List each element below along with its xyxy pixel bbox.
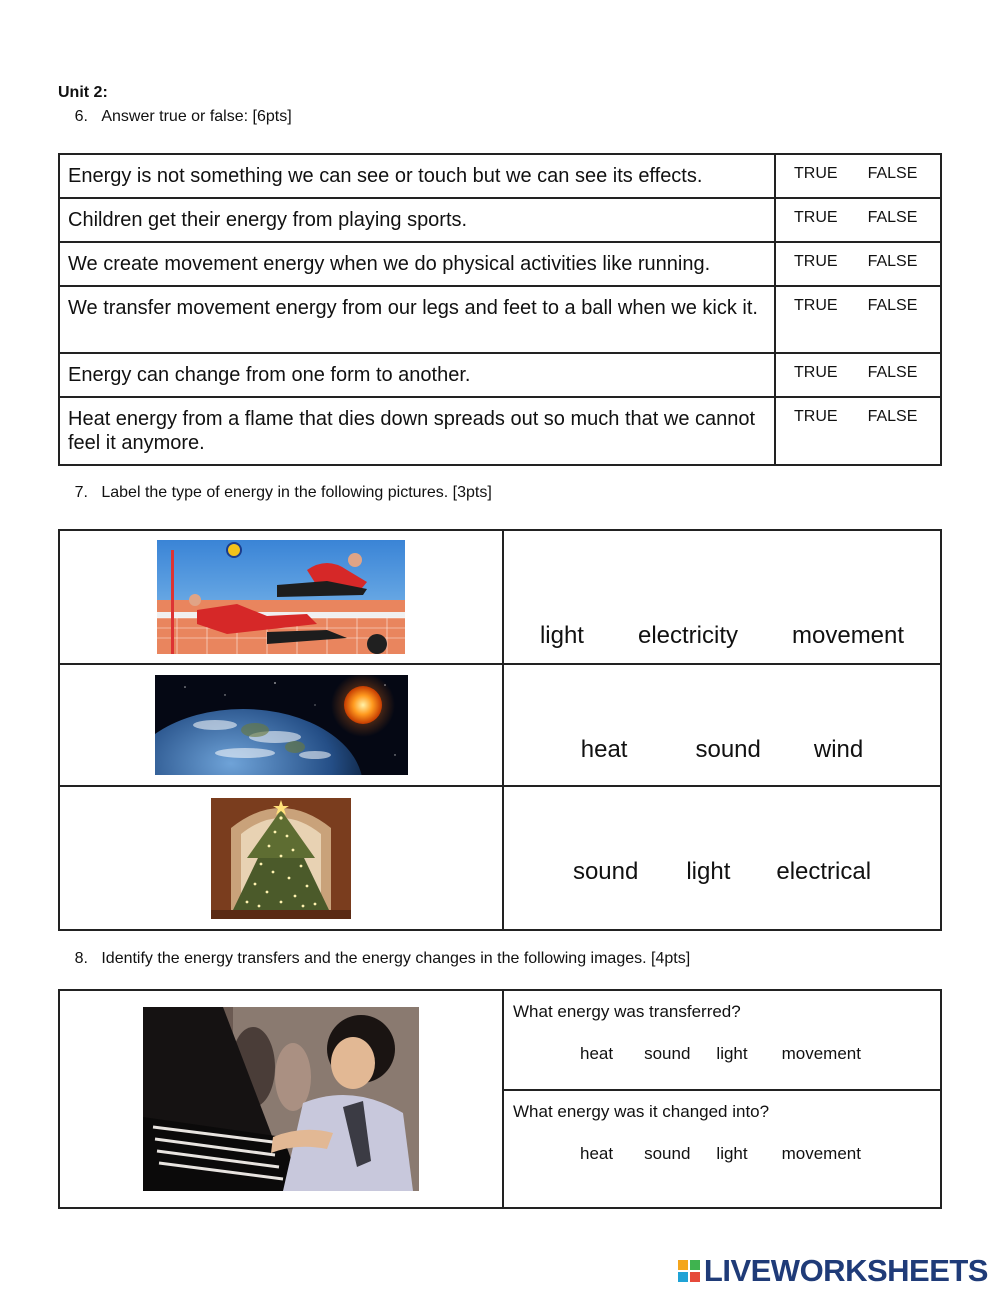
energy-option[interactable]: heat bbox=[580, 736, 628, 763]
tf-statement: Heat energy from a flame that dies down spreads out so much that we cannot feel it anymore. bbox=[59, 397, 775, 465]
tf-row bbox=[59, 242, 941, 286]
label-row bbox=[59, 530, 941, 664]
changed-option[interactable]: movement bbox=[781, 1144, 861, 1163]
q7-prompt: 7. Label the type of energy in the following pictures. [3pts] bbox=[74, 484, 492, 501]
christmas-tree-photo bbox=[211, 798, 351, 919]
transferred-option[interactable]: light bbox=[716, 1044, 748, 1063]
label-row bbox=[59, 786, 941, 930]
logo-mark-icon bbox=[678, 1260, 700, 1282]
energy-change-table bbox=[58, 989, 942, 1209]
q8-prompt: 8. Identify the energy transfers and the energy changes in the following images. [4pts] bbox=[74, 950, 691, 967]
false-option[interactable]: FALSE bbox=[867, 209, 918, 226]
true-false-table bbox=[58, 153, 942, 466]
tf-row bbox=[59, 154, 941, 198]
energy-option[interactable]: wind bbox=[813, 736, 864, 763]
tf-row bbox=[59, 286, 941, 353]
energy-option[interactable]: movement bbox=[792, 622, 905, 649]
changed-question: What energy was it changed into? bbox=[513, 1102, 770, 1121]
tf-statement: Children get their energy from playing sports. bbox=[59, 198, 775, 242]
liveworksheets-logo: LIVEWORKSHEETS bbox=[678, 1253, 988, 1289]
changed-option[interactable]: heat bbox=[580, 1144, 614, 1163]
transferred-question: What energy was transferred? bbox=[513, 1002, 741, 1021]
true-option[interactable]: TRUE bbox=[794, 253, 838, 270]
piano-boy-photo bbox=[143, 1007, 419, 1191]
tf-statement: Energy is not something we can see or touch but we can see its effects. bbox=[59, 154, 775, 198]
energy-option[interactable]: electricity bbox=[637, 622, 738, 649]
tf-row bbox=[59, 397, 941, 465]
energy-option[interactable]: sound bbox=[572, 858, 639, 885]
label-row bbox=[59, 664, 941, 786]
q6-prompt: 6. Answer true or false: [6pts] bbox=[74, 108, 292, 125]
transferred-option[interactable]: movement bbox=[781, 1044, 861, 1063]
true-option[interactable]: TRUE bbox=[794, 209, 838, 226]
true-option[interactable]: TRUE bbox=[794, 364, 838, 381]
false-option[interactable]: FALSE bbox=[867, 253, 918, 270]
tf-row bbox=[59, 353, 941, 397]
energy-option[interactable]: electrical bbox=[776, 858, 872, 885]
true-option[interactable]: TRUE bbox=[794, 408, 838, 425]
energy-option[interactable]: light bbox=[686, 858, 731, 885]
changed-option[interactable]: sound bbox=[644, 1144, 691, 1163]
tf-statement: We transfer movement energy from our legs and feet to a ball when we kick it. bbox=[59, 286, 775, 353]
false-option[interactable]: FALSE bbox=[867, 165, 918, 182]
false-option[interactable]: FALSE bbox=[867, 408, 918, 425]
tf-statement: Energy can change from one form to another. bbox=[59, 353, 775, 397]
label-energy-table bbox=[58, 529, 942, 931]
false-option[interactable]: FALSE bbox=[867, 297, 918, 314]
energy-option[interactable]: sound bbox=[695, 736, 761, 763]
transferred-option[interactable]: sound bbox=[644, 1044, 691, 1063]
earth-sun-photo bbox=[155, 675, 408, 775]
unit-heading: Unit 2: bbox=[58, 84, 108, 101]
true-option[interactable]: TRUE bbox=[794, 165, 838, 182]
changed-option[interactable]: light bbox=[716, 1144, 748, 1163]
false-option[interactable]: FALSE bbox=[867, 364, 918, 381]
tf-statement: We create movement energy when we do physical activities like running. bbox=[59, 242, 775, 286]
transferred-option[interactable]: heat bbox=[580, 1044, 614, 1063]
volleyball-photo bbox=[157, 540, 405, 654]
energy-option[interactable]: light bbox=[539, 622, 584, 649]
tf-row bbox=[59, 198, 941, 242]
true-option[interactable]: TRUE bbox=[794, 297, 838, 314]
